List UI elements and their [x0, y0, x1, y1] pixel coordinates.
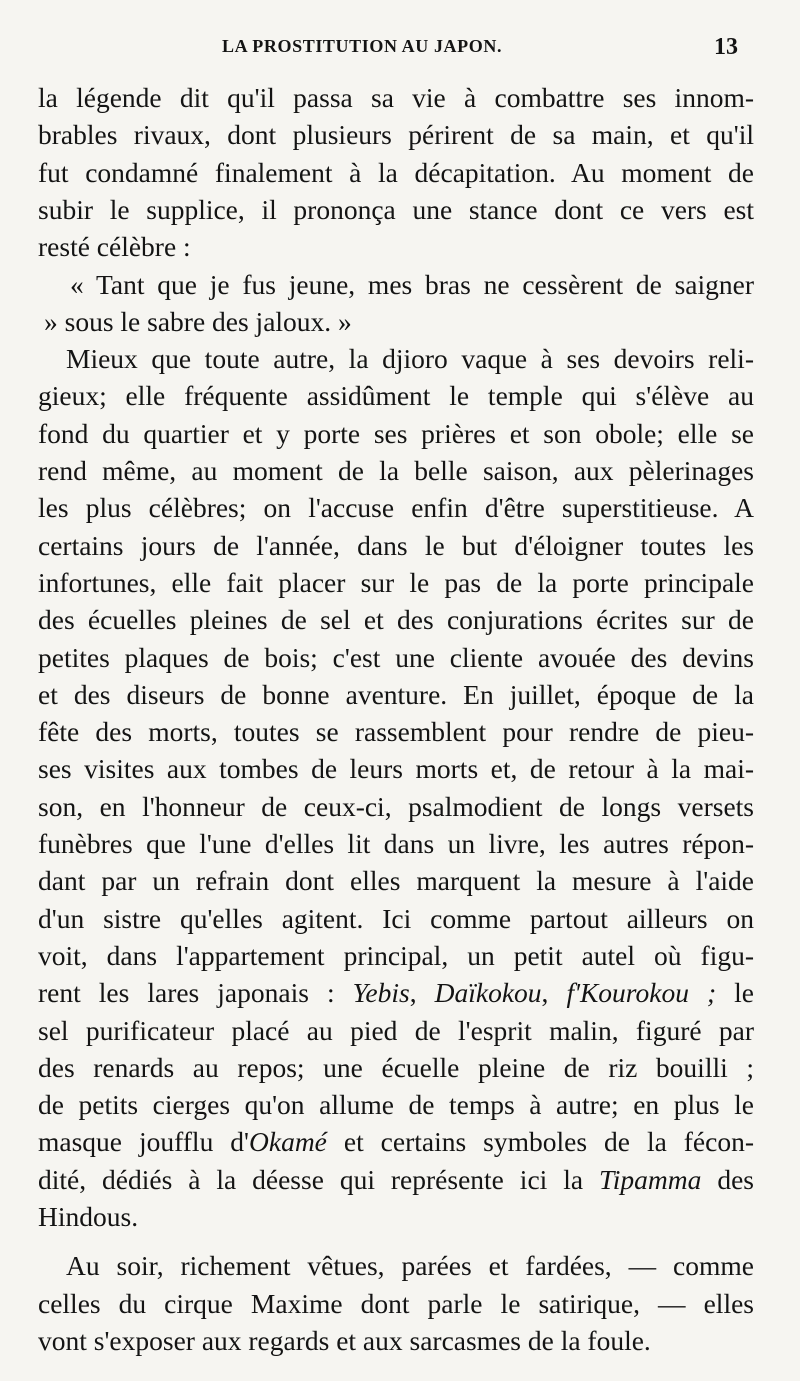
italic-term: Tipamma: [599, 1163, 702, 1195]
text-line: des renards au repos; une écuelle pleine de riz bouilli ;: [38, 1051, 754, 1083]
text-line: des écuelles pleines de sel et des conjurations écrites sur de: [38, 604, 754, 636]
text-line: la légende dit qu'il passa sa vie à combattre ses innom-: [38, 82, 754, 113]
text-line: certains jours de l'année, dans le but d'éloigner toutes les: [38, 529, 754, 561]
text-line: ses visites aux tombes de leurs morts et, de retour à la mai-: [38, 753, 754, 785]
text-line: subir le supplice, il prononça une stance dont ce vers est: [38, 193, 754, 225]
text-segment: et certains symboles de la fécon-: [326, 1126, 754, 1158]
italic-term: Daïkokou: [434, 977, 542, 1009]
text-segment: le: [716, 977, 754, 1009]
text-line: petites plaques de bois; c'est une cliente avouée des devins: [38, 641, 754, 673]
italic-term: Okamé: [249, 1126, 327, 1158]
text-segment: dité, dédiés à la déesse qui représente ici la: [38, 1163, 599, 1195]
italic-term: Yebis: [352, 977, 410, 1009]
text-segment: des: [701, 1163, 754, 1195]
text-line: celles du cirque Maxime dont parle le satirique, — elles: [38, 1287, 754, 1319]
text-line: dant par un refrain dont elles marquent la mesure à l'aide: [38, 865, 754, 897]
page-header: [0, 32, 800, 64]
text-line: rend même, au moment de la belle saison, aux pèlerinages: [38, 455, 754, 486]
text-line: et des diseurs de bonne aventure. En juillet, époque de la: [38, 678, 754, 710]
text-line: [38, 975, 754, 1011]
text-line: sel purificateur placé au pied de l'esprit malin, figuré par: [38, 1014, 754, 1046]
text-segment: ,: [409, 977, 435, 1009]
text-line: Mieux que toute autre, la djioro vaque à ses devoirs reli-: [66, 343, 754, 375]
text-line: « Tant que je fus jeune, mes bras ne cessèrent de saigner: [70, 268, 754, 300]
text-line: » sous le sabre des jaloux. »: [44, 305, 352, 337]
text-line: vont s'exposer aux regards et aux sarcasmes de la foule.: [38, 1324, 651, 1356]
text-segment: masque joufflu d': [38, 1126, 249, 1158]
text-line: son, en l'honneur de ceux-ci, psalmodient de longs versets: [38, 790, 754, 822]
text-line: resté célèbre :: [38, 231, 191, 263]
text-line: de petits cierges qu'on allume de temps à autre; en plus le: [38, 1089, 754, 1121]
text-segment: ,: [541, 977, 567, 1009]
page-number: 13: [714, 34, 738, 60]
text-line: Au soir, richement vêtues, parées et fardées, — comme: [66, 1250, 754, 1282]
text-line: fut condamné finalement à la décapitation. Au moment de: [38, 156, 754, 188]
text-segment: rent les lares japonais :: [38, 977, 353, 1009]
italic-term: f'Kourokou ;: [566, 977, 717, 1009]
text-line: infortunes, elle fait placer sur le pas de la porte principale: [38, 566, 754, 598]
text-line: fête des morts, toutes se rassemblent pour rendre de pieu-: [38, 716, 754, 748]
text-line: gieux; elle fréquente assidûment le temple qui s'élève au: [38, 380, 754, 412]
text-line: brables rivaux, dont plusieurs périrent de sa main, et qu'il: [38, 119, 754, 151]
text-line: [38, 1162, 754, 1198]
text-line: voit, dans l'appartement principal, un petit autel où figu-: [38, 939, 754, 971]
text-line: funèbres que l'une d'elles lit dans un livre, les autres répon-: [38, 828, 754, 859]
text-line: les plus célèbres; on l'accuse enfin d'être superstitieuse. A: [38, 492, 754, 524]
text-line: fond du quartier et y porte ses prières et son obole; elle se: [38, 417, 754, 449]
text-line: [38, 1124, 754, 1160]
text-line: d'un sistre qu'elles agitent. Ici comme partout ailleurs on: [38, 902, 754, 934]
running-title: LA PROSTITUTION AU JAPON.: [222, 36, 503, 56]
text-line: Hindous.: [38, 1201, 139, 1232]
